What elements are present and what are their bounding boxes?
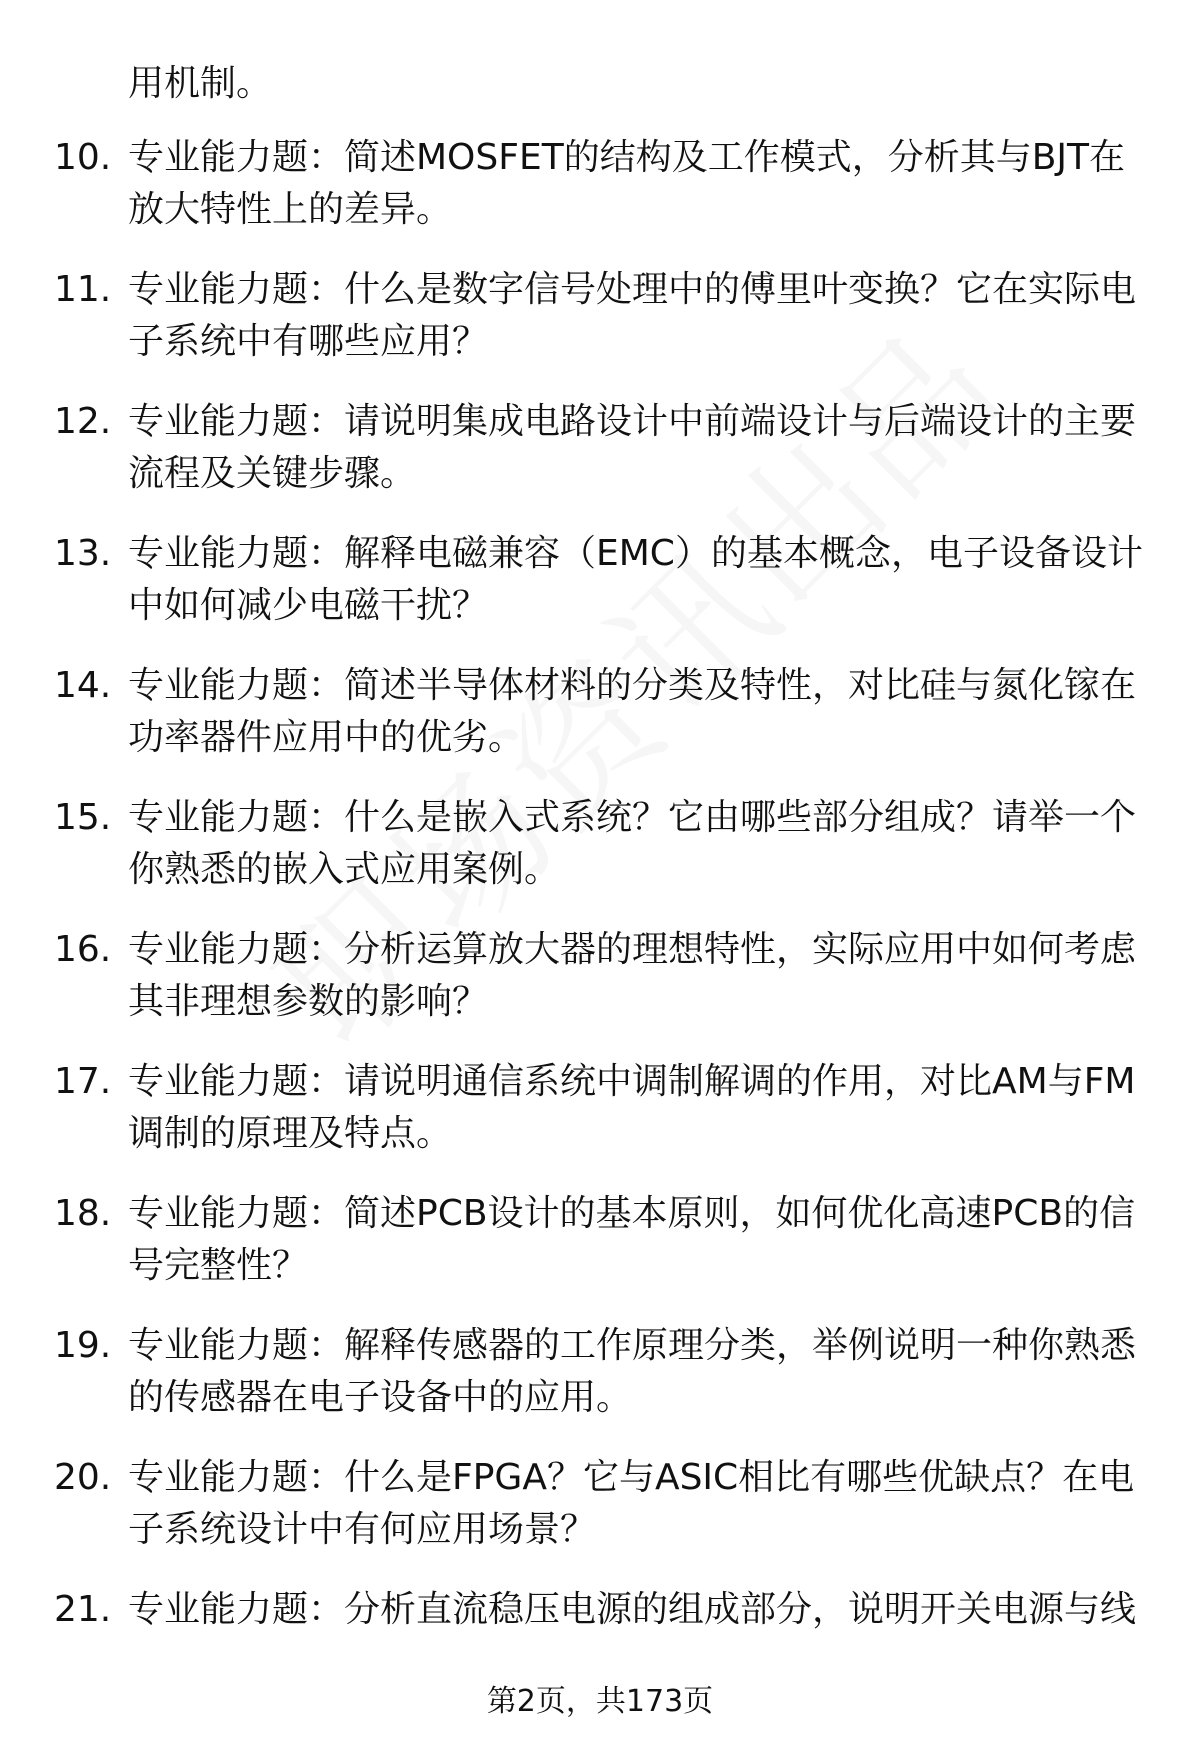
question-text-line: 专业能力题：简述半导体材料的分类及特性，对比硅与氮化镓在 [128, 665, 1137, 706]
question-text [128, 264, 1148, 368]
page-footer: 第2页，共173页 [486, 1684, 714, 1719]
question-item [0, 1188, 1200, 1320]
question-text-line: 专业能力题：什么是数字信号处理中的傅里叶变换？它在实际电 [128, 269, 1137, 310]
question-text-line: 功率器件应用中的优劣。 [128, 717, 525, 758]
question-text [128, 132, 1148, 236]
question-number: 10. [54, 137, 112, 178]
question-text [128, 528, 1148, 632]
question-number: 13. [54, 533, 112, 574]
question-item [0, 1452, 1200, 1584]
question-number: 20. [54, 1457, 112, 1498]
question-text-line: 专业能力题：什么是FPGA？它与ASIC相比有哪些优缺点？在电 [128, 1457, 1135, 1498]
question-item [0, 924, 1200, 1056]
question-number: 17. [54, 1061, 112, 1102]
question-text-line: 放大特性上的差异。 [128, 189, 453, 230]
question-number: 12. [54, 401, 112, 442]
question-item [0, 264, 1200, 396]
question-text-line: 专业能力题：什么是嵌入式系统？它由哪些部分组成？请举一个 [128, 797, 1137, 838]
question-text-line: 专业能力题：解释电磁兼容（EMC）的基本概念，电子设备设计 [128, 533, 1143, 574]
question-text-line: 专业能力题：分析直流稳压电源的组成部分，说明开关电源与线 [128, 1589, 1137, 1630]
question-number: 14. [54, 665, 112, 706]
question-number: 16. [54, 929, 112, 970]
question-item [0, 396, 1200, 528]
question-item [0, 528, 1200, 660]
question-number: 18. [54, 1193, 112, 1234]
question-text [128, 1584, 1148, 1636]
question-text [128, 792, 1148, 896]
question-item [0, 1056, 1200, 1188]
question-number: 19. [54, 1325, 112, 1366]
question-number: 11. [54, 269, 112, 310]
continuation-text: 用机制。 [128, 63, 273, 104]
question-text-line: 中如何减少电磁干扰？ [128, 585, 489, 626]
question-text-line: 子系统中有哪些应用？ [128, 321, 489, 362]
question-text-line: 的传感器在电子设备中的应用。 [128, 1377, 633, 1418]
question-text-line: 其非理想参数的影响？ [128, 981, 489, 1022]
question-text-line: 专业能力题：分析运算放大器的理想特性，实际应用中如何考虑 [128, 929, 1137, 970]
question-list [0, 132, 1200, 1716]
question-text [128, 1188, 1148, 1292]
question-text-line: 你熟悉的嵌入式应用案例。 [128, 849, 561, 890]
question-text-line: 专业能力题：简述MOSFET的结构及工作模式，分析其与BJT在 [128, 137, 1125, 178]
question-number: 15. [54, 797, 112, 838]
question-item [0, 1320, 1200, 1452]
question-text-line: 专业能力题：请说明通信系统中调制解调的作用，对比AM与FM [128, 1061, 1136, 1102]
question-text [128, 1320, 1148, 1424]
question-text-line: 子系统设计中有何应用场景？ [128, 1509, 597, 1550]
question-text [128, 1056, 1148, 1160]
question-text-line: 专业能力题：请说明集成电路设计中前端设计与后端设计的主要 [128, 401, 1137, 442]
question-item [0, 792, 1200, 924]
question-text-line: 调制的原理及特点。 [128, 1113, 453, 1154]
question-text [128, 924, 1148, 1028]
question-text [128, 1452, 1148, 1556]
question-item [0, 132, 1200, 264]
question-text [128, 660, 1148, 764]
question-text-line: 专业能力题：简述PCB设计的基本原则，如何优化高速PCB的信 [128, 1193, 1136, 1234]
question-text [128, 396, 1148, 500]
question-text-line: 流程及关键步骤。 [128, 453, 417, 494]
question-number: 21. [54, 1589, 112, 1630]
question-item [0, 660, 1200, 792]
question-text-line: 专业能力题：解释传感器的工作原理分类，举例说明一种你熟悉 [128, 1325, 1137, 1366]
question-text-line: 号完整性？ [128, 1245, 309, 1286]
